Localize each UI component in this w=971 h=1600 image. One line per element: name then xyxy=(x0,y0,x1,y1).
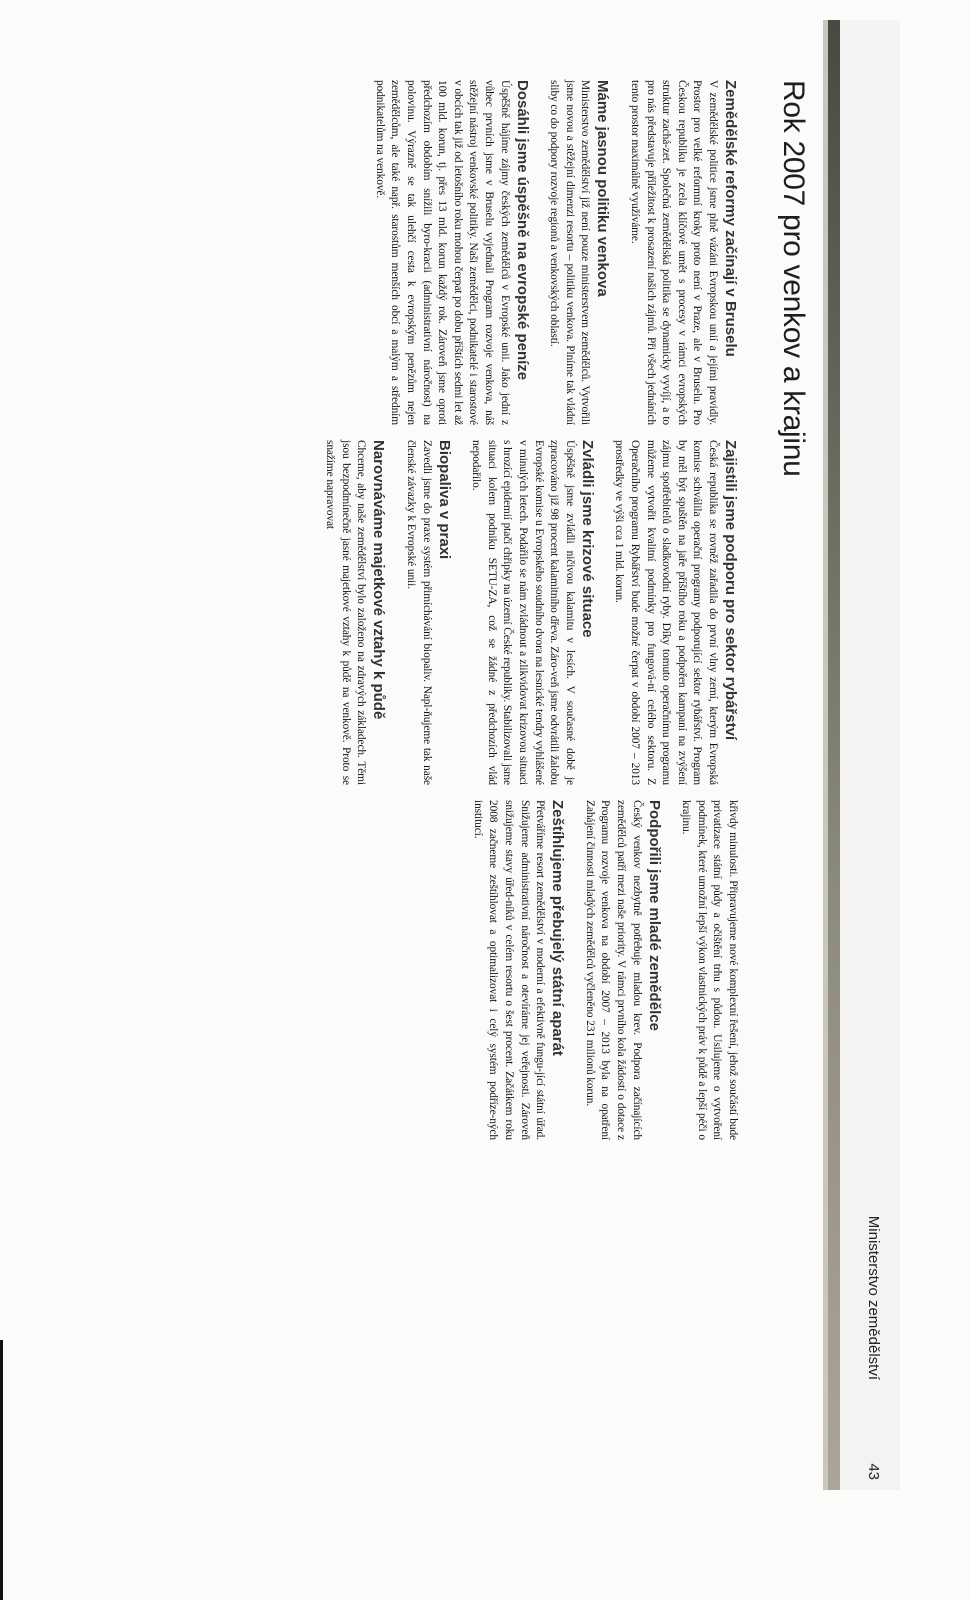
section-body: Český venkov nezbytně potřebuje mladou krev. Podpora začínajících zemědělců patří mezi naše priority. V rámci prvního kola žádostí o dotace z Programu rozvoje venkova na období 2007 – 2013 byla na opatření Zahájení činnosti mladých zemědělců vyčleněno 231 milionů korun. xyxy=(583,800,643,1140)
section-heading: Narovnáváme majetkové vztahy k půdě xyxy=(370,440,388,720)
section-body: Úspěšně hájíme zájmy českých zemědělců v Evropské unii. Jako jední z vůbec prvních jsme v Bruselu vyjednali Program rozvoje venkova, náš stěžejní nástroj venkovské politiky. Naši zemědělci, podnikatelé i starostové v obcích tak již od letošního roku mohou čerpat po dobu příštích sedmi let až 100 mld. korun, tj. přes 13 mld. korun každý rok. Zároveň jsme oproti předchozím obdobím snížili byro-kracii (administrativní náročnost) na polovinu. Výrazně se tak ulehčí cesta k evropským penězům nejen zemědělcům, ale také např. starostům menších obcí a malým a středním podnikatelům na venkově. xyxy=(373,80,511,425)
section-heading: Máme jasnou politiku venkova xyxy=(594,80,612,297)
page-number: 43 xyxy=(865,1463,882,1480)
header-rule-light xyxy=(823,20,828,1490)
section-heading: Zemědělské reformy začínají v Bruselu xyxy=(722,80,739,357)
text-column-2 xyxy=(308,440,740,785)
scan-edge-shadow xyxy=(0,1340,3,1600)
section-heading: Zeštíhlujeme přebujelý státní aparát xyxy=(549,800,567,1056)
section-body: Česká republika se rovněž zařadila do první vlny zemí, kterým Evropská komise schválila operační programy podporující sektor rybářství. Program by měl být spuštěn na jaře příštího roku a podpořen kampaní na zvýšení zájmu spotřebitelů o sladkovodní ryby. Díky tomuto operačnímu programu můžeme vytvořit kvalitní podmínky pro fungová-ní celého sektoru. Z Operačního programu Rybářství bude možné čerpat v období 2007 – 2013 prostředky ve výši cca 1 mld. korun. xyxy=(613,440,719,785)
page-title: Rok 2007 pro venkov a krajinu xyxy=(777,80,810,477)
section-heading: Zajistili jsme podporu pro sektor rybářství xyxy=(722,440,739,741)
section-body: Úspěšně jsme zvládli ničivou kalamitu v lesích. V současné době je zpracováno již 98 procent kalamitního dřeva. Záro-veň jsme odvrátili žalobu Evropské komise u Evropského soudního dvora na lesnické tendry vyhlášené v minulých letech. Podařilo se nám zvládnout a zlikvidovat krizovou situaci s hrozící epidemií ptačí chřipky na území České republiky. Stabilizovali jsme situaci kolem podniku SETU-ZA, což se žádné z předchozích vlád nepodařilo. xyxy=(470,440,576,785)
section-body: V zemědělské politice jsme plně vázáni Evropskou unií a jejími pravidly. Prostor pro velké reformní kroky proto není v Praze, ale v Bruselu. Pro Českou republiku je zcela klíčové umět s procesy v rámci evropských struktur zachá-zet. Společná zemědělská politika se dynamicky vyvíjí, a to pro nás představuje příležitost k prosazení našich zájmů. Při všech jednáních tento prostor maximálně využíváme. xyxy=(629,80,719,425)
section-body: Přetváříme resort zemědělství v moderní a efektivně fungu-jící státní úřad. Snižujeme administrativní náročnost a otevíráme jej veřejnosti. Zároveň snižujeme stavy úřed-níků v celém resortu o šest procent. Začátkem roku 2008 začneme zeštíhlovat a optimalizovat i celý systém podříze-ných institucí. xyxy=(471,800,547,1140)
text-column-1 xyxy=(357,80,740,425)
section-body: Zavedli jsme do praxe systém přimíchávání biopaliv. Napl-ňujeme tak naše členské závazky k Evropské unii. xyxy=(405,440,433,785)
section-heading: Podpořili jsme mladé zemědělce xyxy=(645,800,663,1031)
text-column-3 xyxy=(455,800,740,1140)
section-heading: Dosáhli jsme úspěšně na evropské peníze xyxy=(513,80,531,381)
ministry-name: Ministerstvo zemědělství xyxy=(865,1215,882,1380)
section-heading: Biopaliva v praxi xyxy=(435,440,453,560)
header-rule xyxy=(828,20,840,1490)
section-body-continued: křivdy minulosti. Připravujeme nové komplexní řešení, jehož součástí bude privatizace státní půdy a očištění trhu s půdou. Usilujeme o vytvoření podmínek, které umožní lepší výkon vlastnických práv k půdě a lepší péči o krajinu. xyxy=(680,800,739,1140)
section-heading: Zvládli jsme krizové situace xyxy=(578,440,596,638)
section-body: Chceme, aby naše zemědělství bylo založeno na zdravých základech. Těmi jsou bezpodmínečně jasné majetkové vztahy k půdě na venkově. Proto se snažíme napravovat xyxy=(324,440,368,785)
rotated-document xyxy=(20,0,900,1580)
section-body: Ministerstvo zemědělství již není pouze ministerstvem zemědělců. Vytvořili jsme novou a stěžejní dimenzi resortu – politiku venkova. Plníme tak vládní sliby co do podpory rozvoje regionů a venkovských oblastí. xyxy=(548,80,592,425)
